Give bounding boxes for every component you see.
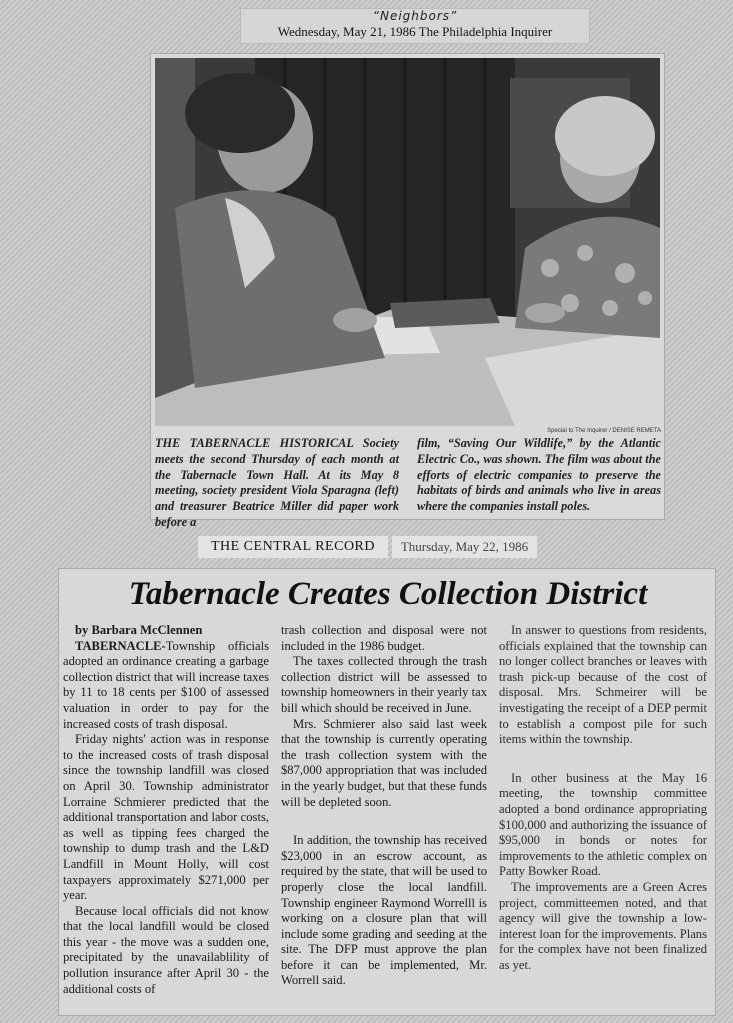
central-record-date: Thursday, May 22, 1986 [392, 536, 537, 558]
article-paragraph: In other business at the May 16 meeting, the township committee adopted a bond ordinance appropriating $100,000 and authorizing the issuance of $95,000 in bonds or notes for improvements to the athletic complex on Patty Bowker Road. [499, 770, 707, 879]
photo-caption-right: film, “Saving Our Wildlife,” by the Atlantic Electric Co., was shown. The film was about the efforts of electric companies to preserve the habitats of birds and animals who live in areas where the companies install poles. [417, 436, 661, 514]
article-paragraph: The taxes collected through the trash collection district will be assessed to township homeowners in their yearly tax bill which should be received in June. [281, 654, 488, 715]
article-paragraph: Because local officials did not know that the local landfill would be closed this year - the move was a sudden one, precipitated by the unavailablility of pollution insurance after April 30 - the additional costs of [63, 903, 269, 996]
article-byline: by Barbara McClennen [75, 623, 203, 637]
photo-caption-left: THE TABERNACLE HISTORICAL Society meets the second Thursday of each month at the Tabernacle Town Hall. At its May 8 meeting, society president Viola Sparagna (left) and treasurer Beatrice Miller did paper work before a [155, 436, 399, 529]
article-paragraph: TABERNACLE-Township officials adopted an ordinance creating a garbage collection district that will increase taxes by 11 to 18 cents per $100 of assessed valuation in order to pay for the increased costs of trash disposal. [63, 638, 269, 731]
article-clipping [58, 568, 716, 1016]
article-dateline: TABERNACLE- [75, 638, 166, 653]
article-headline: Tabernacle Creates Collection District [128, 576, 648, 612]
article-paragraph: In addition, the township has received $23,000 in an escrow account, as required by the state, that will be used to properly close the local landfill. Township engineer Raymond Worrelll is working on a closure plan that will include some grading and seeding at the site. The DFP must approve the plan before it can be implemented, Mr. Worrell said. [281, 833, 487, 988]
article-paragraph: In answer to questions from residents, officials explained that the township can no longer collect branches or leaves with trash pick-up because of the cost of disposal. Mrs. Schmeirer will be investigating the receipt of a DEP permit to establish a compost pile for such items within the township. [499, 623, 707, 747]
photo-credit: Special to The Inquirer / DENISE REMETA [547, 428, 661, 434]
article-column-1 [63, 623, 269, 997]
article-column-3 [499, 623, 707, 973]
photo-clipping [150, 53, 665, 529]
handwritten-note: “Neighbors” [372, 9, 458, 23]
inquirer-dateline: Wednesday, May 21, 1986 The Philadelphia Inquirer [277, 24, 553, 39]
newspaper-photo [155, 58, 660, 426]
central-record-masthead: THE CENTRAL RECORD [198, 536, 388, 558]
article-paragraph: The improvements are a Green Acres project, committeemen noted, and that agency will give the township a low-interest loan for the improvements. Plans for the complex have not been finalized as yet. [499, 879, 707, 972]
article-paragraph: Mrs. Schmierer also said last week that the township is currently operating the trash collection system with the $87,000 appropriation that was included in the yearly budget, but that these funds will be depleted soon. [281, 716, 487, 809]
article-paragraph: Friday nights' action was in response to the increased costs of trash disposal since the township landfill was closed on April 30. Township administrator Lorraine Schmierer predicted that the additional transportation and labor costs, as well as tipping fees charged the township to dump trash and the L&D Landfill in Mount Holly, will cost taxpayers approximately $271,000 per year. [63, 732, 269, 903]
inquirer-dateline-clipping [240, 8, 590, 44]
article-column-2 [281, 623, 487, 989]
article-paragraph: trash collection and disposal were not included in the 1986 budget. [281, 623, 487, 653]
